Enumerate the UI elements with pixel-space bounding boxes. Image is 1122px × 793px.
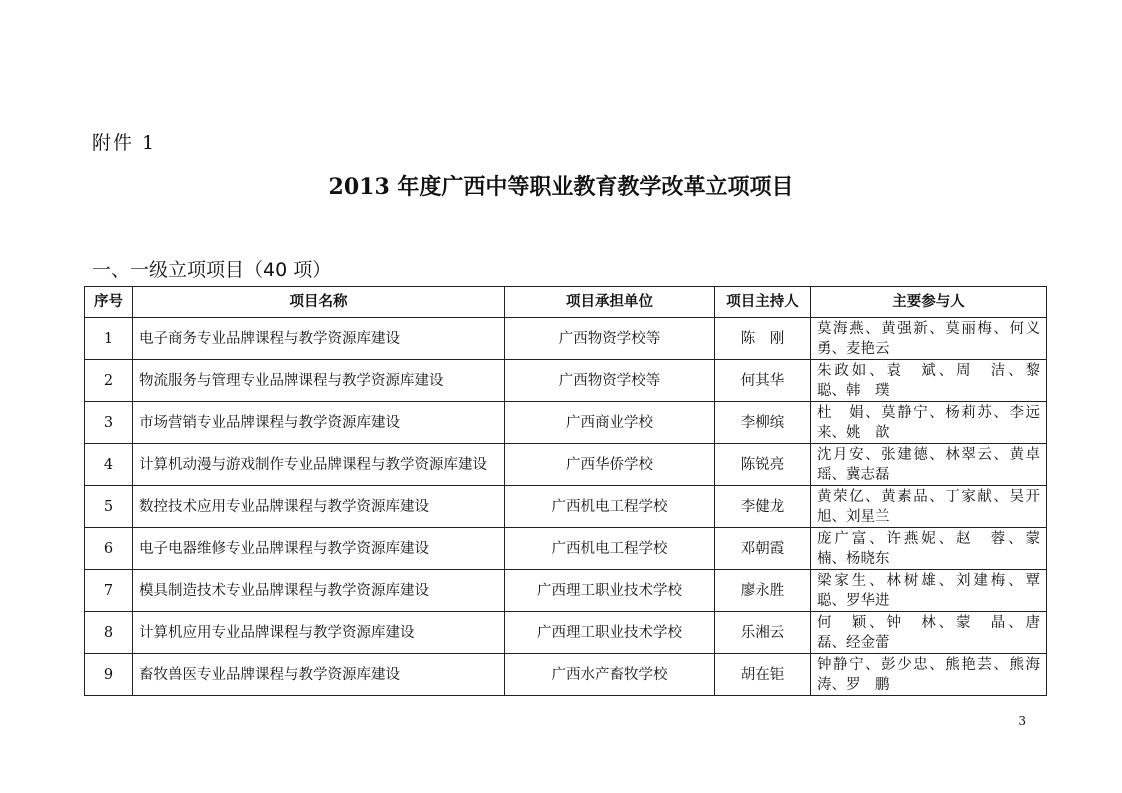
row-number: 7 (85, 570, 133, 612)
project-members: 朱政如、袁 斌、周 洁、黎 聪、韩 璞 (811, 360, 1047, 402)
project-members: 庞广富、许燕妮、赵 蓉、蒙 楠、杨晓东 (811, 528, 1047, 570)
project-name: 电子商务专业品牌课程与教学资源库建设 (133, 318, 505, 360)
project-unit: 广西水产畜牧学校 (505, 654, 715, 696)
row-number: 6 (85, 528, 133, 570)
section-heading: 一、一级立项项目（40 项） (92, 259, 332, 281)
document-title: 2013 年度广西中等职业教育教学改革立项项目 (328, 174, 794, 200)
project-unit: 广西物资学校等 (505, 318, 715, 360)
project-leader: 邓朝霞 (715, 528, 811, 570)
project-name: 电子电器维修专业品牌课程与教学资源库建设 (133, 528, 505, 570)
table-row (85, 360, 1047, 402)
project-name: 物流服务与管理专业品牌课程与教学资源库建设 (133, 360, 505, 402)
project-unit: 广西机电工程学校 (505, 528, 715, 570)
project-unit: 广西机电工程学校 (505, 486, 715, 528)
project-name: 数控技术应用专业品牌课程与教学资源库建设 (133, 486, 505, 528)
row-number: 3 (85, 402, 133, 444)
project-members: 钟静宁、彭少忠、熊艳芸、熊海涛、罗 鹏 (811, 654, 1047, 696)
project-name: 计算机动漫与游戏制作专业品牌课程与教学资源库建设 (133, 444, 505, 486)
project-unit: 广西理工职业技术学校 (505, 570, 715, 612)
project-leader: 陈锐亮 (715, 444, 811, 486)
project-name: 畜牧兽医专业品牌课程与教学资源库建设 (133, 654, 505, 696)
project-members: 杜 娟、莫静宁、杨莉苏、李远来、姚 歆 (811, 402, 1047, 444)
header-members: 主要参与人 (811, 287, 1047, 318)
project-unit: 广西物资学校等 (505, 360, 715, 402)
project-members: 何 颖、钟 林、蒙 晶、唐 磊、经金蕾 (811, 612, 1047, 654)
project-unit: 广西华侨学校 (505, 444, 715, 486)
header-unit: 项目承担单位 (505, 287, 715, 318)
table-row (85, 402, 1047, 444)
projects-table (84, 286, 1055, 696)
row-number: 9 (85, 654, 133, 696)
project-leader: 陈 刚 (715, 318, 811, 360)
project-leader: 廖永胜 (715, 570, 811, 612)
table-row (85, 318, 1047, 360)
header-number: 序号 (85, 287, 133, 318)
row-number: 5 (85, 486, 133, 528)
table-row (85, 528, 1047, 570)
table-row (85, 486, 1047, 528)
project-leader: 李健龙 (715, 486, 811, 528)
project-unit: 广西理工职业技术学校 (505, 612, 715, 654)
table-header-row (85, 287, 1047, 318)
table-row (85, 654, 1047, 696)
project-unit: 广西商业学校 (505, 402, 715, 444)
project-name: 市场营销专业品牌课程与教学资源库建设 (133, 402, 505, 444)
row-number: 1 (85, 318, 133, 360)
project-members: 黄荣亿、黄素品、丁家献、吴开旭、刘星兰 (811, 486, 1047, 528)
row-number: 4 (85, 444, 133, 486)
row-number: 2 (85, 360, 133, 402)
page-number: 3 (1018, 714, 1026, 728)
attachment-label: 附件 1 (92, 132, 157, 154)
header-project-name: 项目名称 (133, 287, 505, 318)
project-name: 模具制造技术专业品牌课程与教学资源库建设 (133, 570, 505, 612)
project-leader: 何其华 (715, 360, 811, 402)
project-members: 梁家生、林树雄、刘建梅、覃 聪、罗华进 (811, 570, 1047, 612)
project-leader: 乐湘云 (715, 612, 811, 654)
row-number: 8 (85, 612, 133, 654)
project-leader: 李柳缤 (715, 402, 811, 444)
project-name: 计算机应用专业品牌课程与教学资源库建设 (133, 612, 505, 654)
table-row (85, 570, 1047, 612)
table-row (85, 612, 1047, 654)
header-leader: 项目主持人 (715, 287, 811, 318)
project-members: 沈月安、张建德、林翠云、黄卓瑶、冀志磊 (811, 444, 1047, 486)
project-leader: 胡在钜 (715, 654, 811, 696)
table-row (85, 444, 1047, 486)
project-members: 莫海燕、黄强新、莫丽梅、何义勇、麦艳云 (811, 318, 1047, 360)
